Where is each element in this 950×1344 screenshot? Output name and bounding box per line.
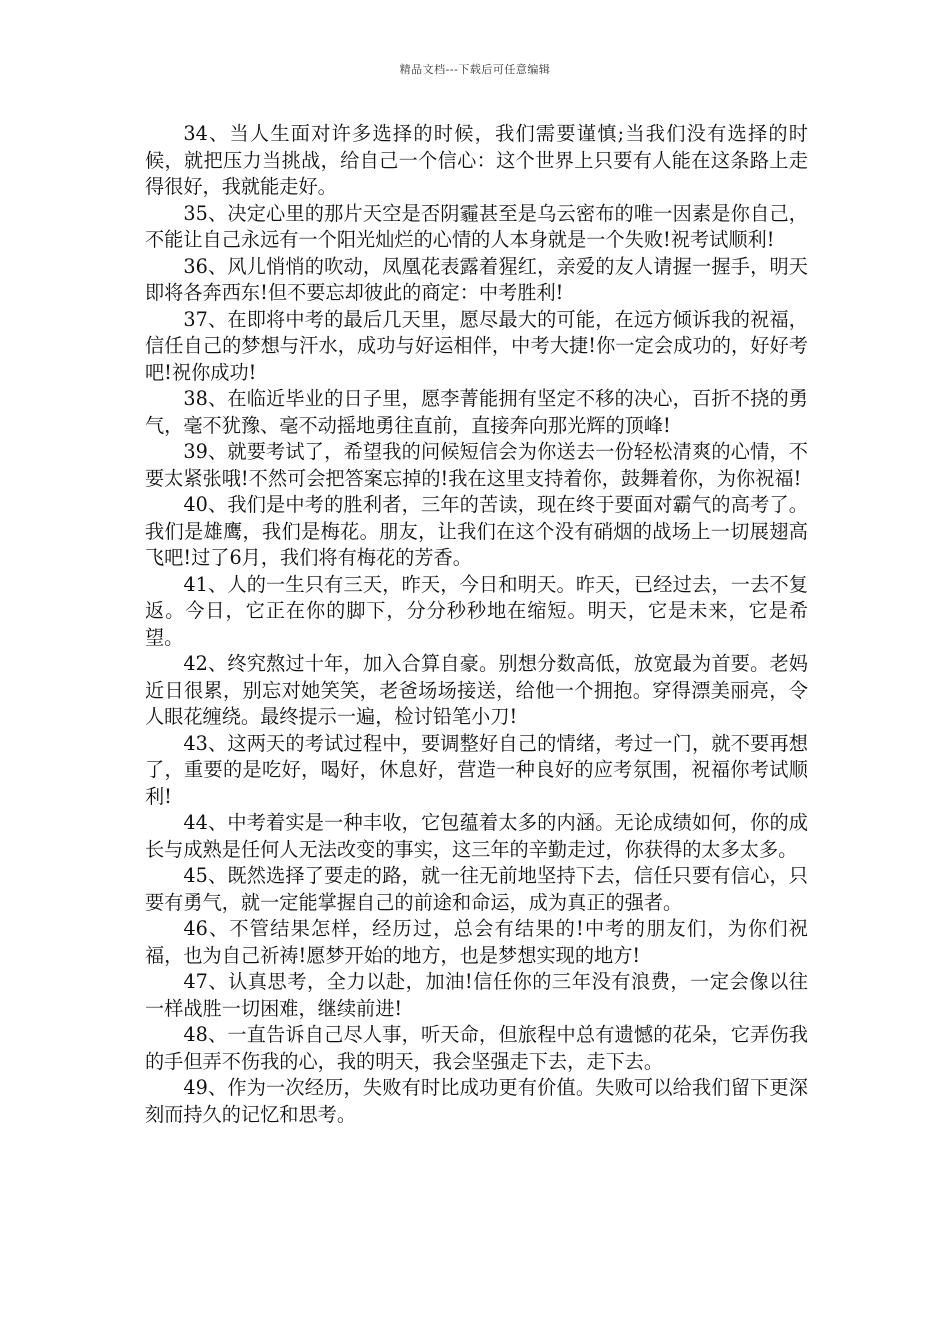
paragraph-46: 46、不管结果怎样，经历过，总会有结果的!中考的朋友们，为你们祝福，也为自己祈祷!愿梦开始的地方，也是梦想实现的地方! [145,917,808,967]
paragraph-48: 48、一直告诉自己尽人事，听天命，但旅程中总有遗憾的花朵，它弄伤我的手但弄不伤我的心，我的明天，我会坚强走下去，走下去。 [145,1023,808,1073]
document-body [145,121,808,1128]
paragraph-36: 36、风儿悄悄的吹动，凤凰花表露着猩红，亲爱的友人请握一握手，明天即将各奔西东!但不要忘却彼此的商定：中考胜利! [145,254,808,304]
paragraph-37: 37、在即将中考的最后几天里，愿尽最大的可能，在远方倾诉我的祝福，信任自己的梦想与汗水，成功与好运相伴，中考大捷!你一定会成功的，好好考吧!祝你成功! [145,307,808,384]
paragraph-44: 44、中考着实是一种丰收，它包蕴着太多的内涵。无论成绩如何，你的成长与成熟是任何人无法改变的事实，这三年的辛勤走过，你获得的太多太多。 [145,811,808,861]
paragraph-40: 40、我们是中考的胜利者，三年的苦读，现在终于要面对霸气的高考了。我们是雄鹰，我们是梅花。朋友，让我们在这个没有硝烟的战场上一切展翅高飞吧!过了6月，我们将有梅花的芳香。 [145,493,808,569]
paragraph-38: 38、在临近毕业的日子里，愿李菁能拥有坚定不移的决心，百折不挠的勇气，毫不犹豫、毫不动摇地勇往直前，直接奔向那光辉的顶峰! [145,387,808,437]
paragraph-43: 43、这两天的考试过程中，要调整好自己的情绪，考过一门，就不要再想了，重要的是吃好，喝好，休息好，营造一种良好的应考氛围，祝福你考试顺利! [145,731,808,808]
page-header: 精品文档---下载后可任意编辑 [399,63,551,76]
paragraph-41: 41、人的一生只有三天，昨天，今日和明天。昨天，已经过去，一去不复返。今日，它正在你的脚下，分分秒秒地在缩短。明天，它是未来，它是希望。 [145,572,808,649]
paragraph-35: 35、决定心里的那片天空是否阴霾甚至是乌云密布的唯一因素是你自己，不能让自己永远有一个阳光灿烂的心情的人本身就是一个失败!祝考试顺利! [145,201,808,251]
paragraph-34: 34、当人生面对许多选择的时候，我们需要谨慎;当我们没有选择的时候，就把压力当挑战，给自己一个信心：这个世界上只要有人能在这条路上走得很好，我就能走好。 [145,122,808,198]
paragraph-45: 45、既然选择了要走的路，就一往无前地坚持下去，信任只要有信心，只要有勇气，就一定能掌握自己的前途和命运，成为真正的强者。 [145,864,808,914]
paragraph-42: 42、终究熬过十年，加入合算自豪。别想分数高低，放宽最为首要。老妈近日很累，别忘对她笑笑，老爸场场接送，给他一个拥抱。穿得漂美丽亮，令人眼花缠绕。最终提示一遍，检讨铅笔小刀! [145,652,808,728]
paragraph-47: 47、认真思考，全力以赴，加油!信任你的三年没有浪费，一定会像以往一样战胜一切困难，继续前进! [145,970,808,1020]
paragraph-49: 49、作为一次经历，失败有时比成功更有价值。失败可以给我们留下更深刻而持久的记忆和思考。 [145,1076,808,1126]
paragraph-39: 39、就要考试了，希望我的问候短信会为你送去一份轻松清爽的心情，不要太紧张哦!不然可会把答案忘掉的!我在这里支持着你，鼓舞着你，为你祝福! [145,440,808,490]
